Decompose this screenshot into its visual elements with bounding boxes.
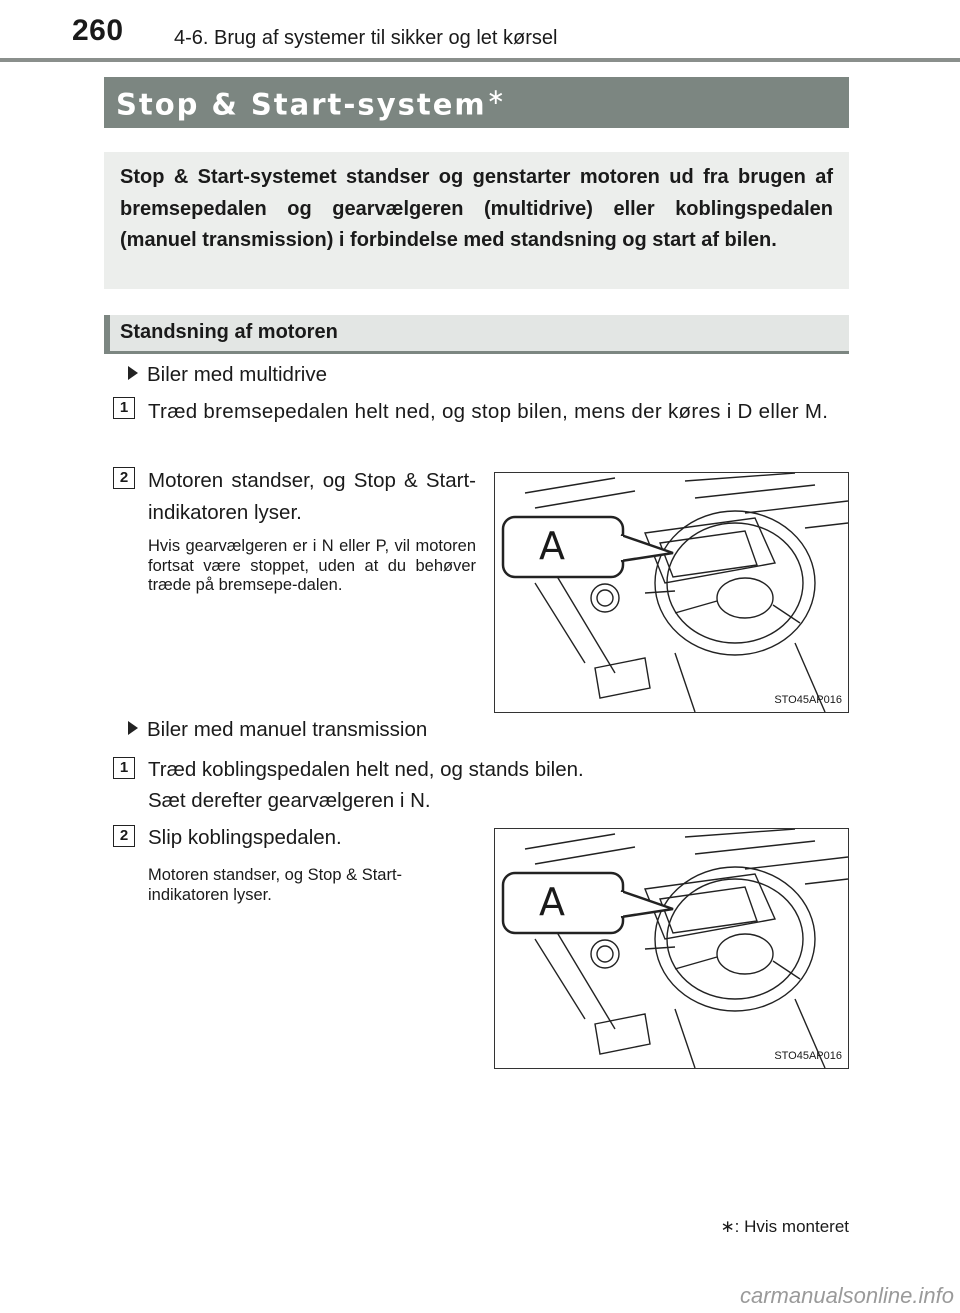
title-label: Stop & Start-system [116, 87, 487, 122]
step-text: Motoren standser, og Stop & Start-indikatoren lyser. [148, 469, 476, 524]
subheading-bar [104, 315, 849, 354]
bullet-manual [128, 718, 427, 742]
bullet-label: Biler med manuel transmission [147, 718, 428, 741]
step-text: Træd koblingspedalen helt ned, og stands bilen. [148, 758, 584, 781]
header-rule [0, 58, 960, 62]
subheading-text: Standsning af motoren [120, 321, 338, 343]
section-path: 4-6. Brug af systemer til sikker og let kørsel [174, 27, 558, 49]
step-text: Træd bremsepedalen helt ned, og stop bilen, mens der køres i D eller M. [148, 400, 829, 423]
bullet-label: Biler med multidrive [147, 363, 327, 386]
step-note: Hvis gearvælgeren er i N eller P, vil motoren fortsat være stoppet, uden at du behøver træde på bremsepe-dalen. [148, 537, 476, 594]
triangle-bullet-icon [128, 366, 138, 380]
bullet-multidrive [128, 363, 327, 387]
watermark: carmanualsonline.info [739, 1283, 954, 1308]
step-text: Slip koblingspedalen. [148, 826, 342, 849]
title-bar [104, 77, 849, 128]
step-number: 1 [113, 757, 135, 779]
step-number: 2 [113, 467, 135, 489]
step-text-continued: Sæt derefter gearvælgeren i N. [148, 789, 431, 812]
step-note: Motoren standser, og Stop & Start-indikatoren lyser. [148, 866, 403, 904]
callout-label: A [539, 524, 565, 568]
dashboard-illustration [494, 472, 849, 713]
footnote: ∗: Hvis monteret [720, 1217, 849, 1236]
page-number: 260 [72, 14, 124, 47]
subheading-marker [104, 315, 110, 354]
intro-text: Stop & Start-systemet standser og genstarter motoren ud fra brugen af bremsepedalen og gearvælgeren (multidrive) eller koblingspedalen (manuel transmission) i forbindelse med standsning og start af bilen. [120, 166, 833, 251]
dashboard-drawing [495, 829, 848, 1068]
step-number: 1 [113, 397, 135, 419]
dashboard-illustration [494, 828, 849, 1069]
figure-code: STO45AP016 [774, 1050, 842, 1062]
figure-code: STO45AP016 [774, 694, 842, 706]
step-number: 2 [113, 825, 135, 847]
callout-label: A [539, 880, 565, 924]
page-title [116, 85, 505, 122]
triangle-bullet-icon [128, 721, 138, 735]
intro-box [104, 152, 849, 289]
dashboard-drawing [495, 473, 848, 712]
title-asterisk: ∗ [486, 85, 506, 110]
